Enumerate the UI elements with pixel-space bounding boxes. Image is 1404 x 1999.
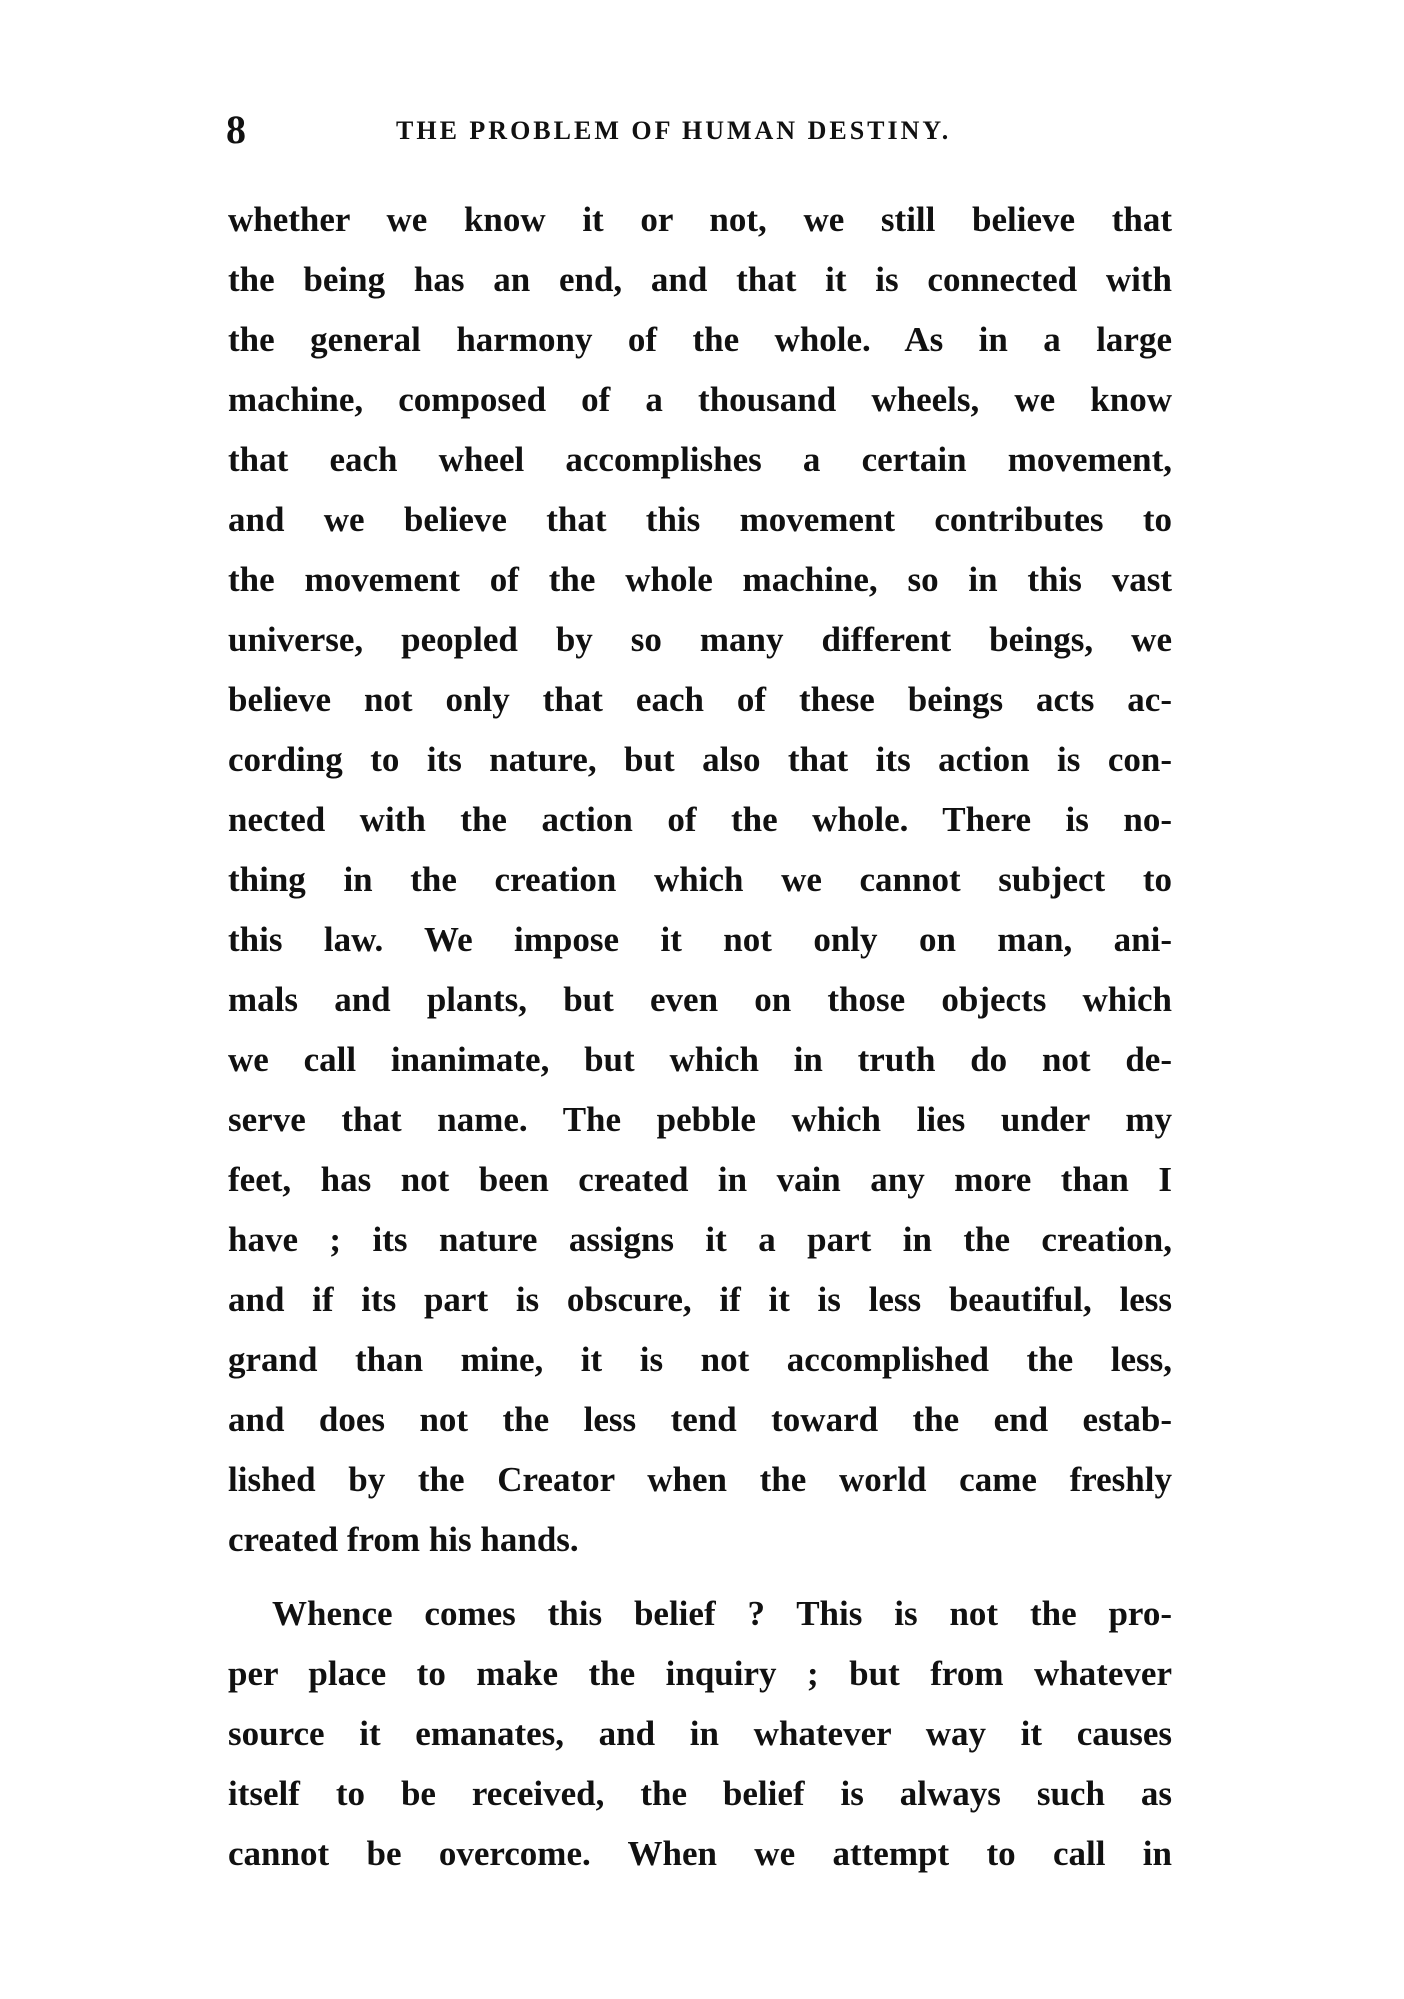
text-line: we call inanimate, but which in truth do not de-	[228, 1040, 1172, 1079]
text-line: Whence comes this belief ? This is not the pro-	[272, 1594, 1172, 1633]
text-line: cannot be overcome. When we attempt to call in	[228, 1834, 1172, 1873]
text-line: the being has an end, and that it is connected with	[228, 260, 1172, 299]
text-line: whether we know it or not, we still believe that	[228, 200, 1172, 239]
paragraph-gap	[228, 1570, 1172, 1584]
text-line: the movement of the whole machine, so in this vast	[228, 560, 1172, 599]
text-line: the general harmony of the whole. As in a large	[228, 320, 1172, 359]
page-number: 8	[226, 107, 246, 152]
text-line: this law. We impose it not only on man, ani-	[228, 920, 1172, 959]
text-line: cording to its nature, but also that its action is con-	[228, 740, 1172, 779]
text-line: and we believe that this movement contributes to	[228, 500, 1172, 539]
text-line: that each wheel accomplishes a certain movement,	[228, 440, 1172, 479]
running-title: THE PROBLEM OF HUMAN DESTINY.	[396, 116, 952, 145]
text-line: source it emanates, and in whatever way it causes	[228, 1714, 1172, 1753]
text-line: and does not the less tend toward the end estab-	[228, 1400, 1172, 1439]
text-line: per place to make the inquiry ; but from whatever	[228, 1654, 1172, 1693]
text-line: have ; its nature assigns it a part in the creation,	[228, 1220, 1172, 1259]
text-line: itself to be received, the belief is always such as	[228, 1774, 1172, 1813]
text-line: thing in the creation which we cannot subject to	[228, 860, 1172, 899]
text-line: created from his hands.	[228, 1520, 579, 1559]
paragraph-1	[228, 190, 1172, 1570]
text-line: serve that name. The pebble which lies under my	[228, 1100, 1172, 1139]
text-line: mals and plants, but even on those objects which	[228, 980, 1172, 1019]
text-line: and if its part is obscure, if it is less beautiful, less	[228, 1280, 1172, 1319]
paragraph-2	[228, 1584, 1172, 1884]
text-line: machine, composed of a thousand wheels, we know	[228, 380, 1172, 419]
text-line: nected with the action of the whole. There is no-	[228, 800, 1172, 839]
body-text	[228, 190, 1172, 1884]
text-line: grand than mine, it is not accomplished the less,	[228, 1340, 1172, 1379]
running-head	[226, 108, 1172, 152]
text-line: feet, has not been created in vain any more than I	[228, 1160, 1172, 1199]
text-line: universe, peopled by so many different beings, we	[228, 620, 1172, 659]
text-line: lished by the Creator when the world came freshly	[228, 1460, 1172, 1499]
text-line: believe not only that each of these beings acts ac-	[228, 680, 1172, 719]
